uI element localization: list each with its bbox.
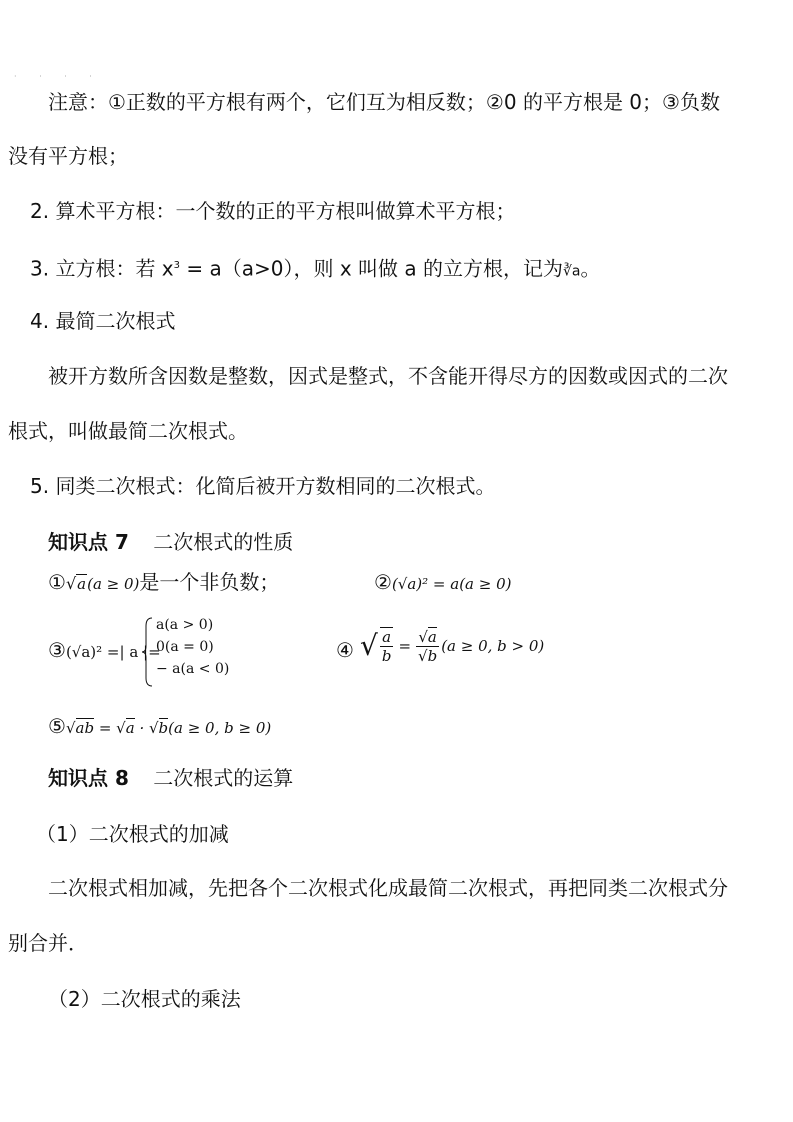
kp8-desc-line-1: 二次根式相加减，先把各个二次根式化成最简二次根式，再把同类二次根式分	[48, 876, 728, 900]
kp8-sub1: （1）二次根式的加减	[36, 822, 229, 846]
item-5-similar-radicals: 5. 同类二次根式：化简后被开方数相同的二次根式。	[30, 474, 496, 498]
kp8-title: 知识点 8	[48, 766, 129, 790]
property-4: ④	[336, 638, 354, 662]
property-2: ②(√a)² = a(a ≥ 0)	[374, 570, 512, 594]
property-3: ③(√a)² =| a |=	[48, 638, 161, 662]
kp8-heading	[48, 764, 293, 792]
cases-brace	[140, 616, 154, 688]
property-5: ⑤√ab = √a · √b(a ≥ 0, b ≥ 0)	[48, 714, 272, 738]
kp7-heading	[48, 528, 293, 556]
kp8-desc-line-2: 别合并．	[8, 931, 88, 955]
kp7-subtitle: 二次根式的性质	[153, 530, 294, 554]
property-4-math: √ $\frac{a}{b}$ = $\frac{√a}{√b}$ (a ≥ 0, b > 0)	[360, 624, 544, 668]
property-1: ①√a(a ≥ 0)是一个非负数；	[48, 568, 279, 598]
note-line-2: 没有平方根；	[8, 144, 128, 168]
case-zero: 0(a = 0)	[156, 639, 214, 655]
simplest-desc-line-2: 根式，叫做最简二次根式。	[8, 419, 248, 443]
fraction-roots: $\frac{√a}{√b}$	[418, 627, 438, 665]
item-3-cube-root: 3. 立方根：若 $x^3 = a(a>0)$，则 x 叫做 a 的立方根，记为∛a。	[30, 256, 601, 281]
cases-list	[156, 614, 229, 680]
sqrt-symbol: √	[360, 629, 378, 662]
item-4-simplest-form: 4. 最简二次根式	[30, 309, 176, 333]
kp8-sub2: （2）二次根式的乘法	[48, 987, 241, 1011]
fraction-a-over-b: $\frac{a}{b}$	[381, 628, 392, 665]
kp8-subtitle: 二次根式的运算	[153, 766, 294, 790]
simplest-desc-line-1: 被开方数所含因数是整数，因式是整式，不含能开得尽方的因数或因式的二次	[48, 364, 728, 388]
case-positive: a(a > 0)	[156, 617, 214, 633]
sqrt-symbol: √a	[65, 574, 87, 593]
case-negative: − a(a < 0)	[156, 661, 230, 677]
item-2-arithmetic-root: 2. 算术平方根：一个数的正的平方根叫做算术平方根；	[30, 199, 516, 223]
kp7-title: 知识点 7	[48, 530, 129, 554]
cube-root-symbol: ∛a	[563, 263, 581, 280]
note-line-1: 注意：①正数的平方根有两个，它们互为相反数；②0 的平方根是 0；③负数	[48, 90, 720, 114]
scan-dots: · · · ·	[14, 72, 102, 81]
